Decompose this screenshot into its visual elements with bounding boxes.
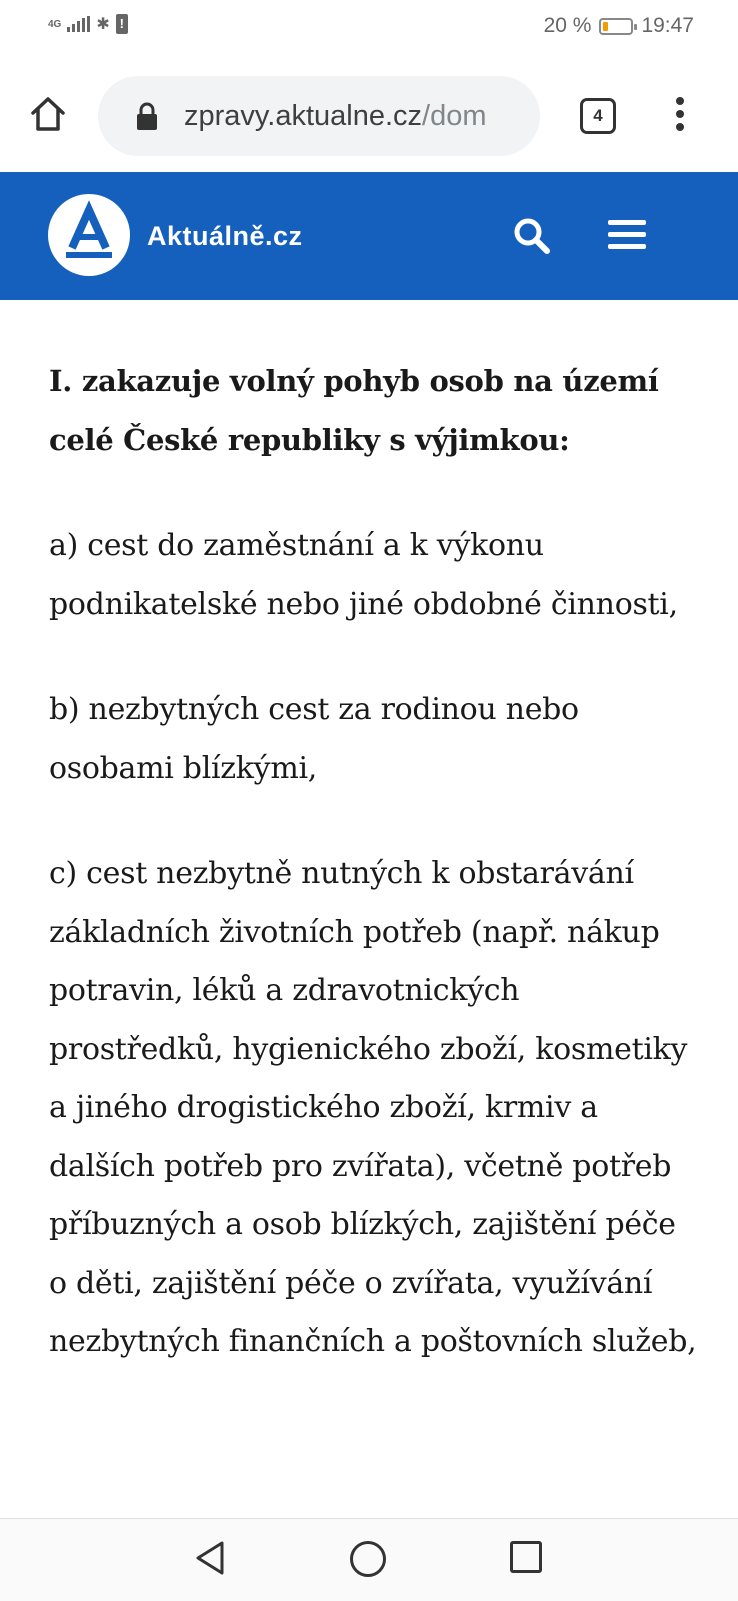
home-button[interactable] bbox=[28, 94, 68, 134]
paragraph-spacer bbox=[49, 798, 699, 845]
battery-level bbox=[603, 22, 608, 31]
article-item-a: a) cest do zaměstnání a k výkonu podnikatelské nebo jiné obdobné činnosti, bbox=[49, 528, 678, 622]
status-bar bbox=[0, 0, 738, 60]
bluetooth-icon: ✱ bbox=[96, 16, 110, 33]
system-nav-bar bbox=[0, 1518, 738, 1601]
more-options-button[interactable] bbox=[662, 94, 698, 138]
menu-button[interactable] bbox=[608, 220, 646, 252]
paragraph-spacer bbox=[49, 634, 699, 681]
article-item-b: b) nezbytných cest za rodinou nebo osobami blízkými, bbox=[49, 692, 579, 786]
search-button[interactable] bbox=[512, 216, 552, 256]
search-icon bbox=[512, 216, 552, 256]
menu-icon-bar bbox=[608, 244, 646, 249]
battery-icon bbox=[599, 18, 633, 35]
site-name[interactable]: Aktuálně.cz bbox=[147, 221, 303, 251]
menu-icon bbox=[608, 220, 646, 225]
recents-icon[interactable] bbox=[510, 1541, 542, 1573]
home-nav-icon[interactable] bbox=[350, 1541, 386, 1577]
alert-icon: ! bbox=[116, 14, 128, 34]
url-path: /dom bbox=[422, 100, 487, 132]
battery-percent: 20 % bbox=[543, 14, 592, 37]
address-bar[interactable] bbox=[98, 76, 540, 156]
site-header bbox=[0, 172, 738, 300]
url-domain: zpravy.aktualne.cz bbox=[184, 100, 423, 132]
tab-switcher-button[interactable]: 4 bbox=[580, 98, 616, 134]
more-icon-dot bbox=[676, 123, 684, 131]
logo-a-icon bbox=[48, 194, 130, 276]
browser-toolbar bbox=[0, 60, 738, 172]
back-icon[interactable] bbox=[192, 1539, 228, 1577]
home-icon bbox=[28, 94, 68, 134]
site-logo[interactable] bbox=[48, 194, 130, 276]
article-body bbox=[49, 352, 699, 1372]
article-item-c: c) cest nezbytně nutných k obstarávání základních životních potřeb (např. nákup potravin, léků a zdravotnických prostředků, hygienického zboží, kosmetiky a jiného drogistického zboží, krmiv a dalších potřeb pro zvířata), včetně potřeb příbuzných a osob blízkých, zajištění péče o děti, zajištění péče o zvířata, využívání nezbytných finančních a poštovních služeb, bbox=[49, 856, 697, 1359]
clock: 19:47 bbox=[641, 14, 694, 37]
more-icon-dot bbox=[676, 110, 684, 118]
url-text[interactable] bbox=[184, 98, 526, 134]
status-right bbox=[544, 14, 694, 38]
lock-icon bbox=[134, 101, 160, 131]
status-left bbox=[48, 14, 128, 34]
menu-icon-bar bbox=[608, 232, 646, 237]
more-icon bbox=[676, 97, 684, 105]
network-type: 4G bbox=[48, 18, 62, 30]
article-lead: I. zakazuje volný pohyb osob na území celé České republiky s výjimkou: bbox=[49, 364, 659, 457]
signal-icon bbox=[67, 16, 90, 32]
